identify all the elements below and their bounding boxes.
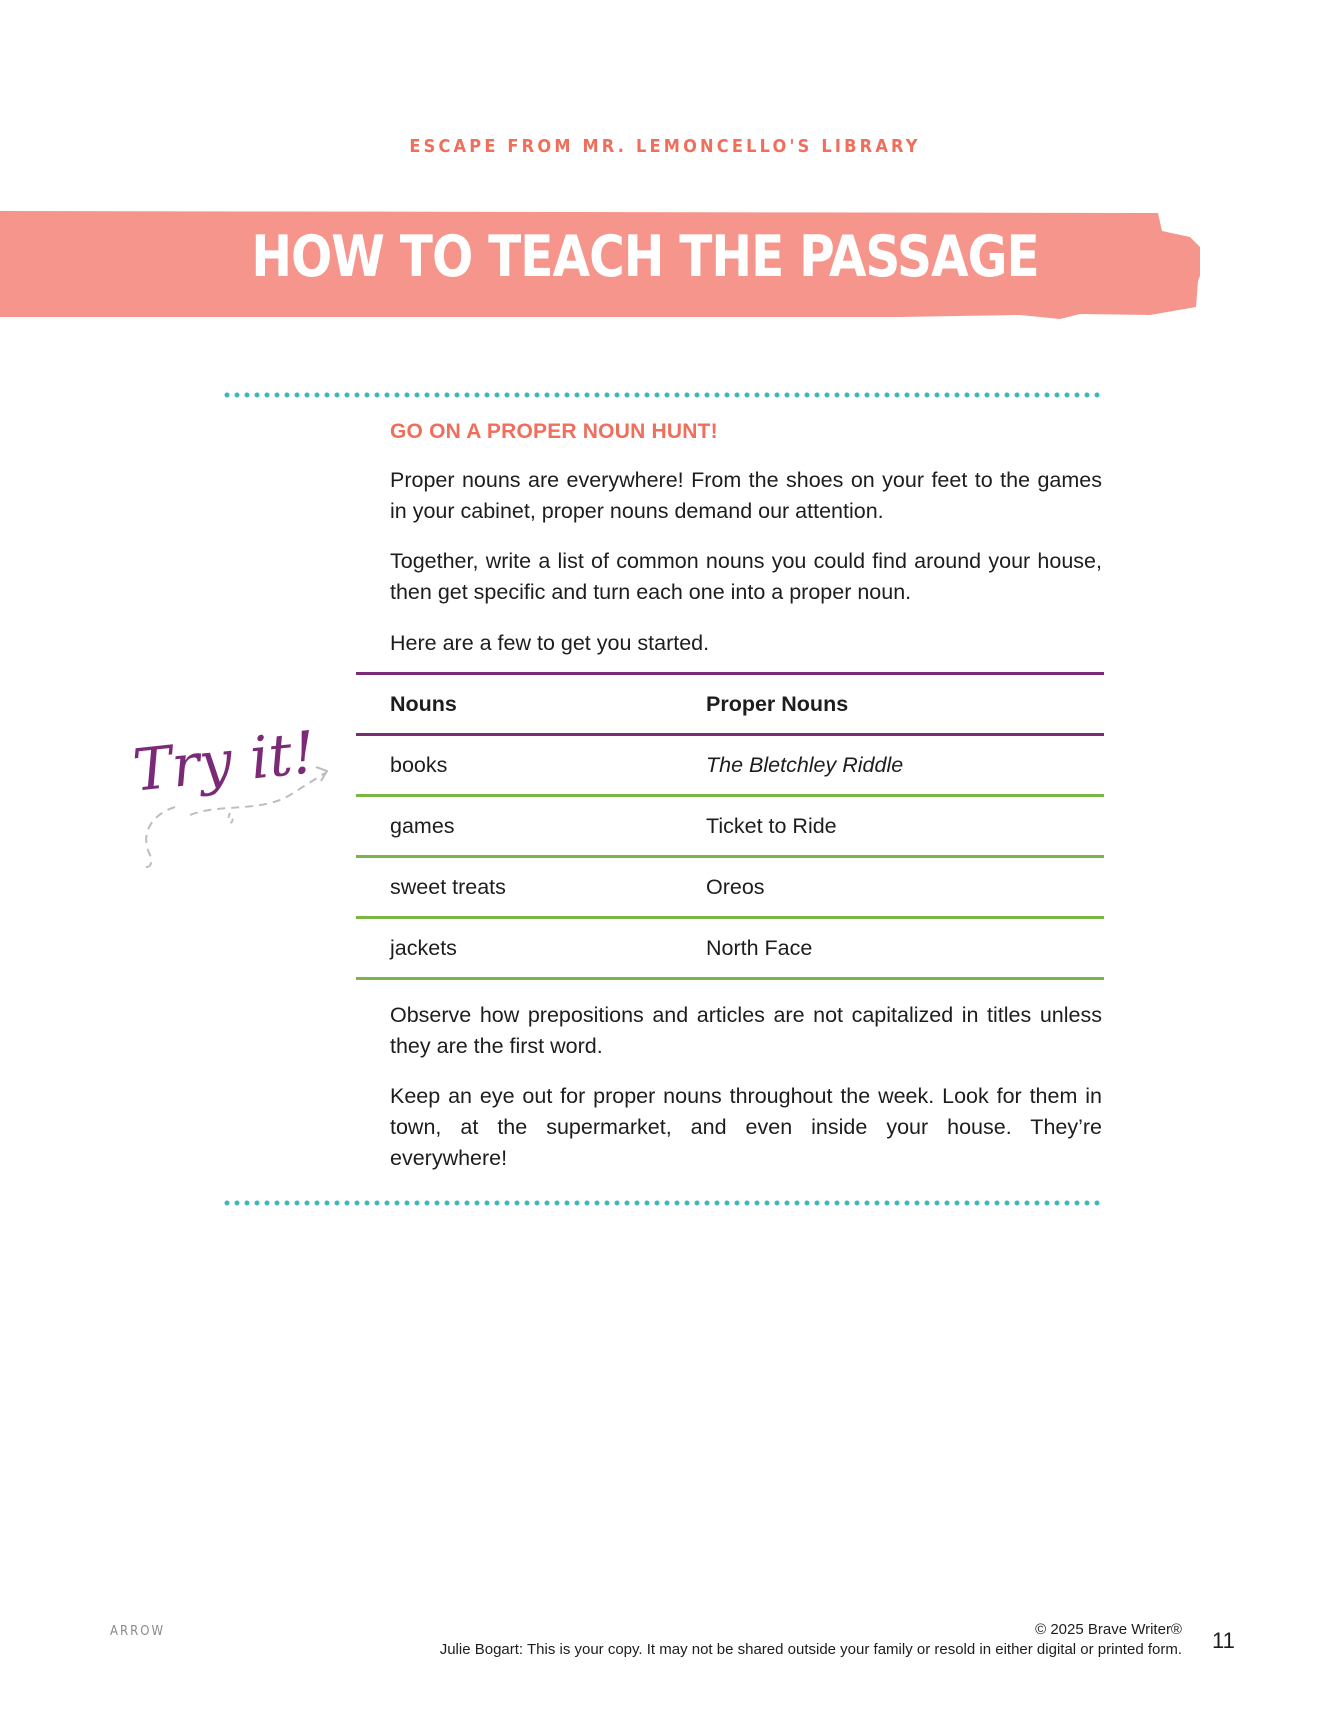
noun-cell: sweet treats: [356, 857, 706, 918]
noun-cell: books: [356, 735, 706, 796]
dotted-divider-top: [224, 390, 1104, 400]
instruction-paragraph: Together, write a list of common nouns you could find around your house, then get specific and turn each one into a proper noun.: [390, 549, 1102, 604]
table-row: [356, 796, 1104, 857]
table-row: [356, 918, 1104, 979]
table-row: [356, 857, 1104, 918]
intro-paragraph: Proper nouns are everywhere! From the shoes on your feet to the games in your cabinet, proper nouns demand our attention.: [390, 468, 1102, 523]
dotted-divider-bottom: [224, 1198, 1104, 1208]
copyright: © 2025 Brave Writer®: [1035, 1621, 1182, 1638]
noun-cell: games: [356, 796, 706, 857]
proper-noun-cell: North Face: [706, 918, 1104, 979]
table-header-row: [356, 674, 1104, 735]
try-it-arrow-icon: [130, 715, 340, 875]
try-it-label: Try it!: [130, 717, 319, 805]
table-row: [356, 735, 1104, 796]
column-header-nouns: Nouns: [356, 674, 706, 735]
proper-noun-cell: Oreos: [706, 857, 1104, 918]
activity-heading: GO ON A PROPER NOUN HUNT!: [390, 420, 718, 443]
proper-noun-cell: The Bletchley Riddle: [706, 735, 1104, 796]
book-title: ESCAPE FROM MR. LEMONCELLO'S LIBRARY: [409, 136, 921, 157]
section-banner: [0, 211, 1200, 321]
license-note: Julie Bogart: This is your copy. It may not be shared outside your family or resold in either digital or printed form.: [439, 1641, 1182, 1658]
page-number: 11: [1212, 1628, 1235, 1653]
capitalization-note: Observe how prepositions and articles are not capitalized in titles unless they are the first word.: [390, 1003, 1102, 1058]
proper-noun-cell: Ticket to Ride: [706, 796, 1104, 857]
examples-lead-in: Here are a few to get you started.: [390, 631, 710, 655]
noun-cell: jackets: [356, 918, 706, 979]
closing-paragraph: Keep an eye out for proper nouns throughout the week. Look for them in town, at the supermarket, and even inside your house. They’re everywhere!: [390, 1084, 1102, 1170]
column-header-proper-nouns: Proper Nouns: [706, 674, 1104, 735]
arrow-logo: ARROW: [110, 1624, 166, 1639]
nouns-table: [356, 672, 1104, 980]
banner-title: HOW TO TEACH THE PASSAGE: [251, 223, 1039, 290]
